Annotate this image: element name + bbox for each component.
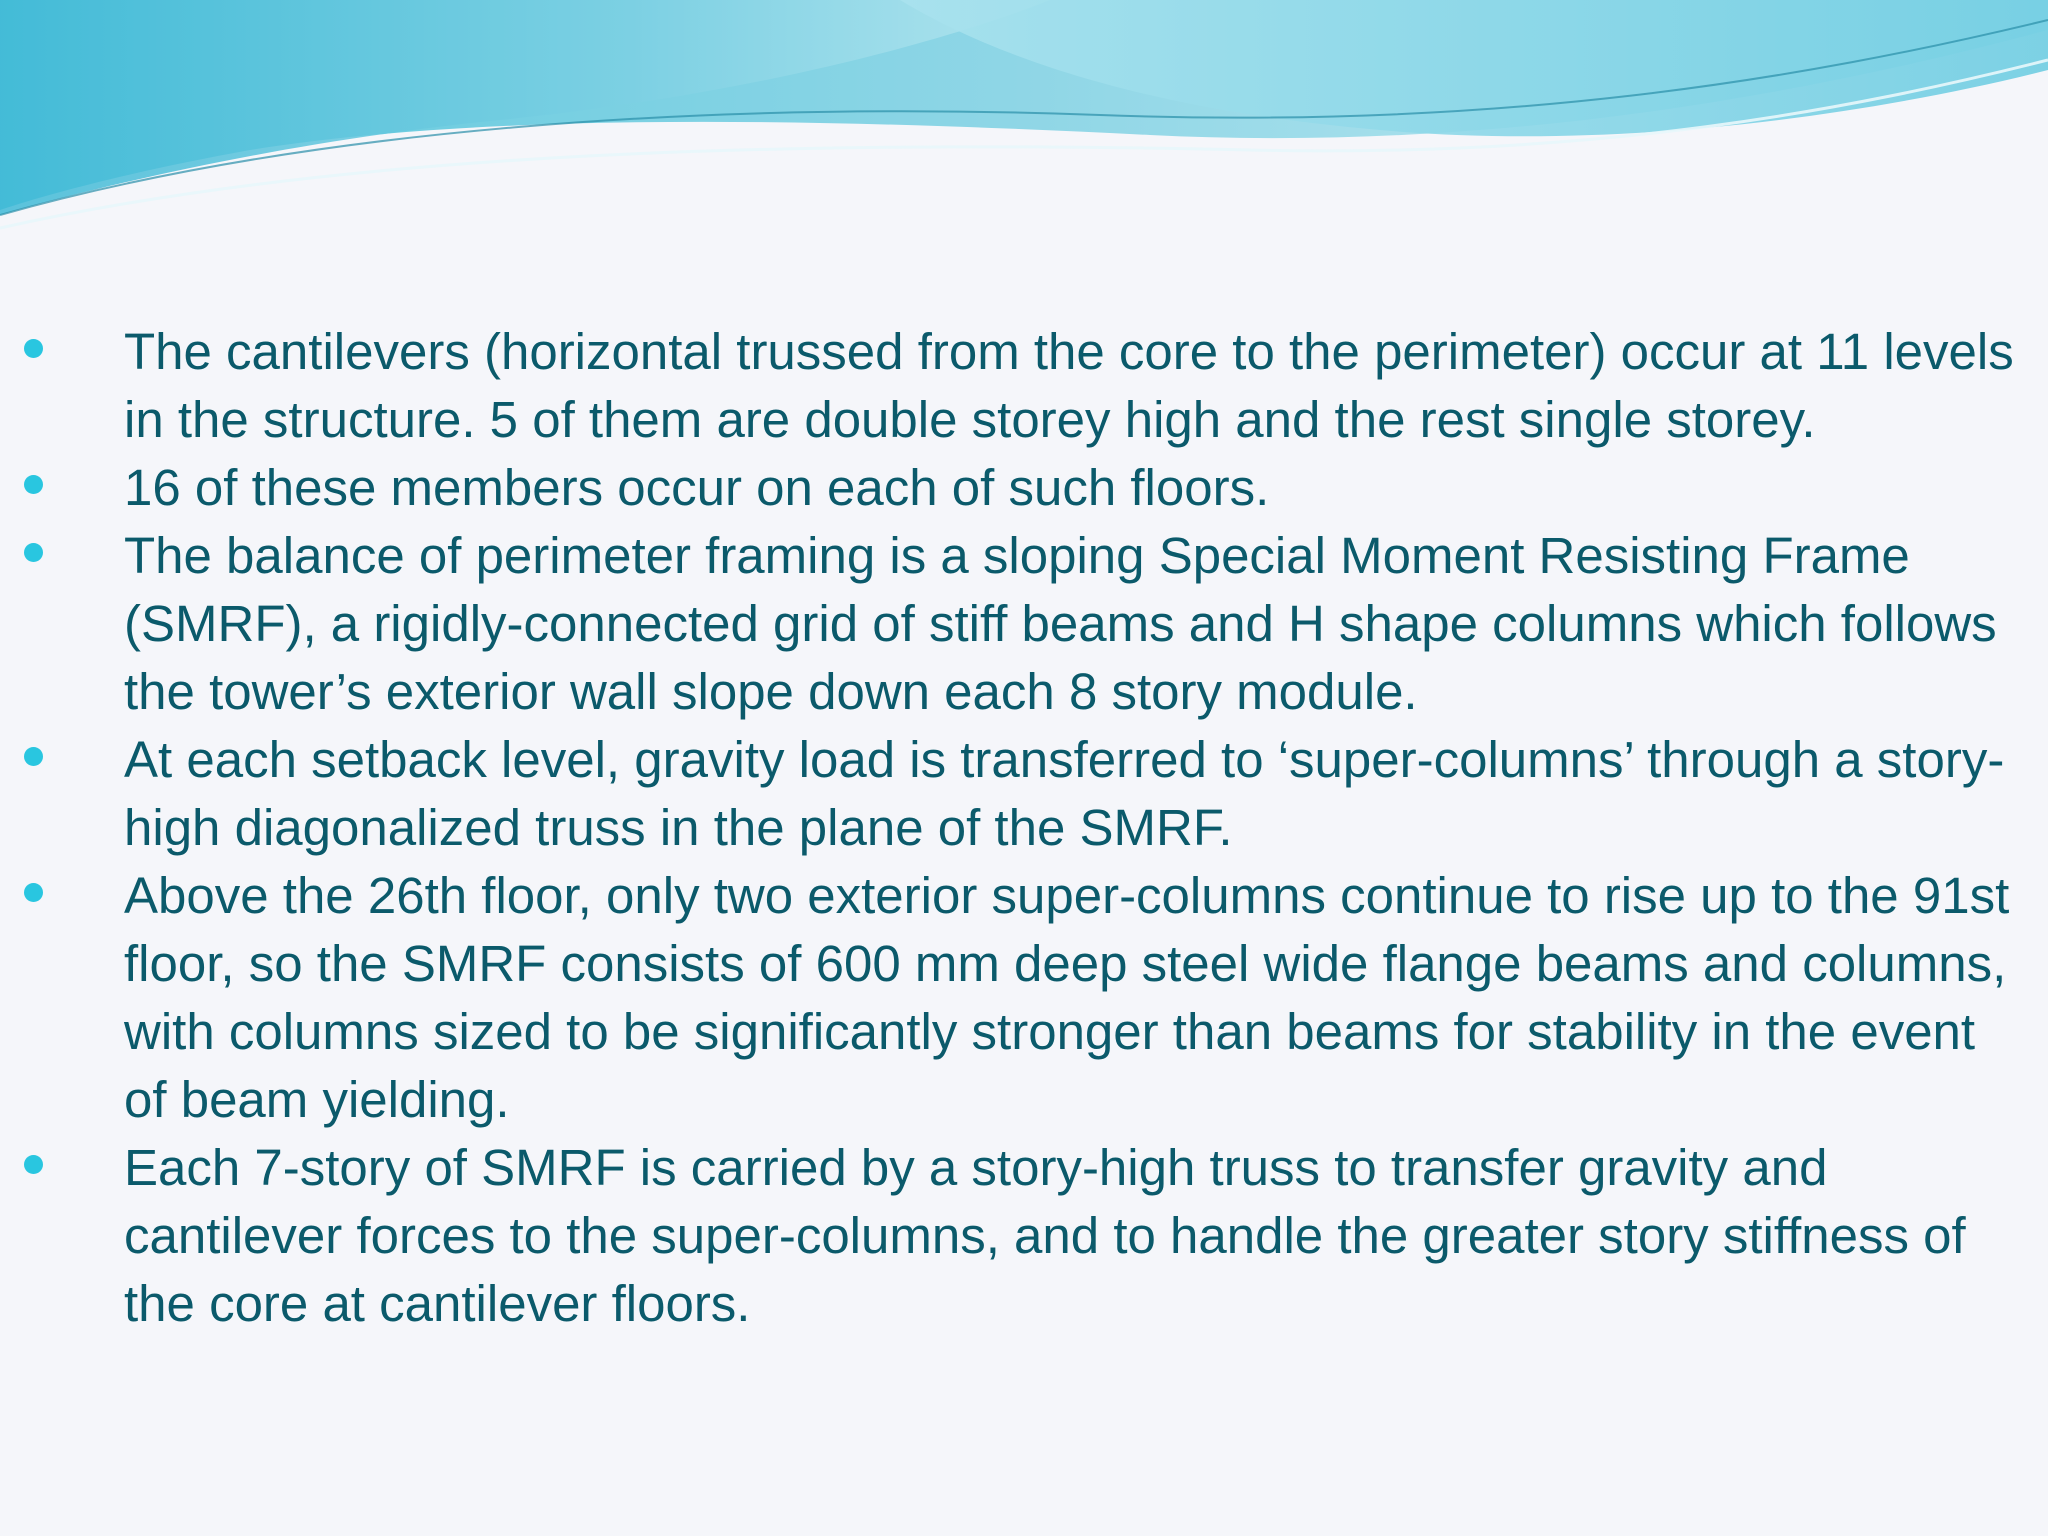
bullet-item xyxy=(0,726,2048,862)
bullet-dot-icon xyxy=(24,475,43,494)
bullet-text: Above the 26th floor, only two exterior super-columns continue to rise up to the 91st floor, so the SMRF consists of 600 mm deep steel wide flange beams and columns, with columns sized to be significantly stronger than beams for stability in the event of beam yielding. xyxy=(124,867,2010,1128)
bullet-text: The cantilevers (horizontal trussed from the core to the perimeter) occur at 11 levels in the structure. 5 of them are double storey high and the rest single storey. xyxy=(124,323,2014,448)
bullet-item xyxy=(0,318,2048,454)
bullet-item xyxy=(0,454,2048,522)
bullet-text: 16 of these members occur on each of such floors. xyxy=(124,459,1270,516)
bullet-dot-icon xyxy=(24,1155,43,1174)
bullet-item xyxy=(0,1134,2048,1338)
bullet-dot-icon xyxy=(24,339,43,358)
bullet-list xyxy=(0,318,2048,1338)
bullet-dot-icon xyxy=(24,883,43,902)
bullet-item xyxy=(0,522,2048,726)
bullet-text: Each 7-story of SMRF is carried by a story-high truss to transfer gravity and cantilever forces to the super-columns, and to handle the greater story stiffness of the core at cantilever floors. xyxy=(124,1139,1966,1332)
bullet-dot-icon xyxy=(24,747,43,766)
bullet-item xyxy=(0,862,2048,1134)
bullet-dot-icon xyxy=(24,543,43,562)
bullet-text: The balance of perimeter framing is a sloping Special Moment Resisting Frame (SMRF), a rigidly-connected grid of stiff beams and H shape columns which follows the tower’s exterior wall slope down each 8 story module. xyxy=(124,527,1997,720)
wave-header-decoration xyxy=(0,0,2048,240)
bullet-text: At each setback level, gravity load is transferred to ‘super-columns’ through a story-high diagonalized truss in the plane of the SMRF. xyxy=(124,731,2005,856)
